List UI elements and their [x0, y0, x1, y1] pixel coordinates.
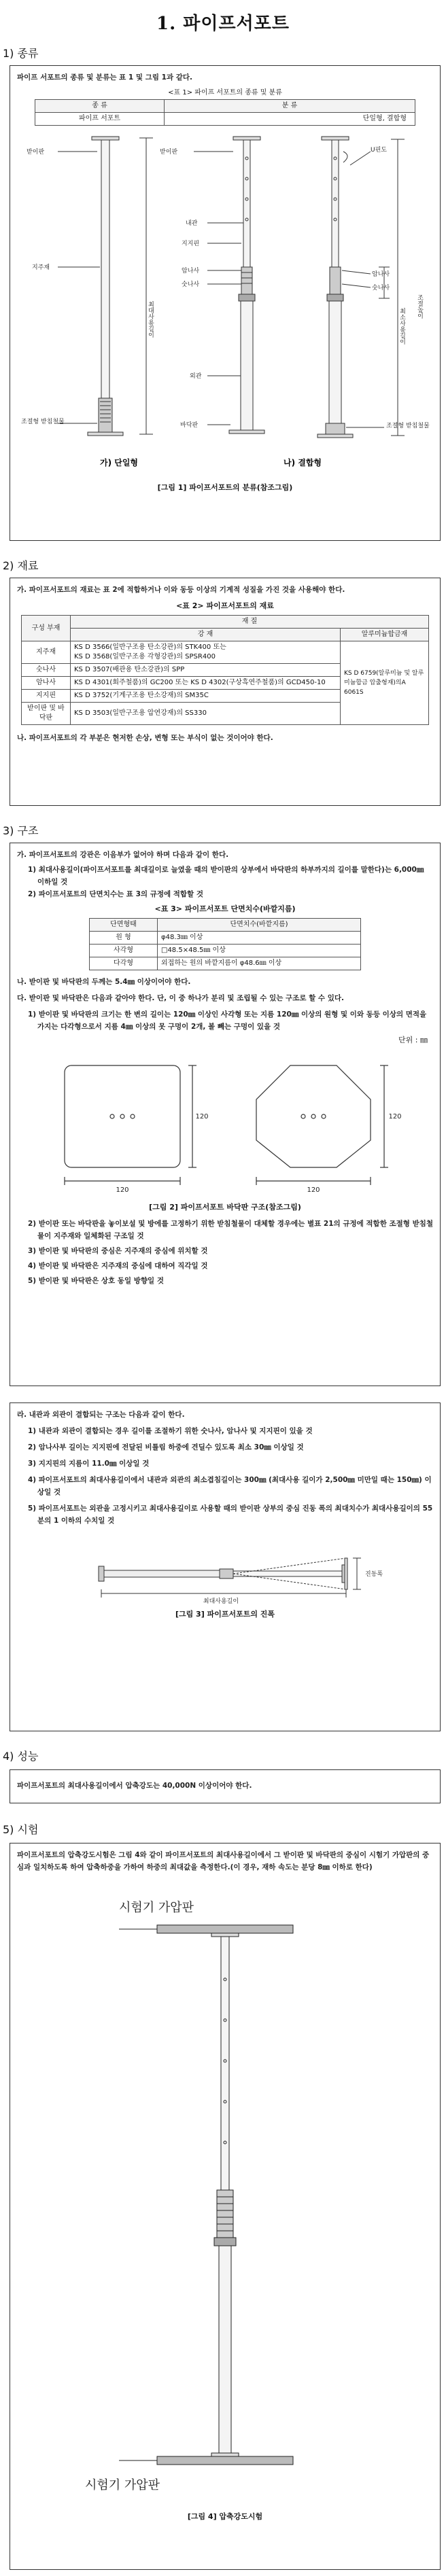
section-1-box [10, 65, 441, 541]
fig1-label: 조절형 받침철물 [21, 419, 65, 425]
page-title: 1. 파이프서포트 [156, 14, 290, 34]
section-3-heading: 3) 구조 [3, 824, 39, 837]
table-1-cell: 단일형, 결합형 [165, 113, 415, 126]
fig1-label: 암나사 [372, 271, 390, 278]
table-2-caption: <표 2> 파이프서포트의 재료 [176, 601, 274, 610]
fig1-label: U핀도 [371, 147, 387, 154]
section-5-box [10, 1843, 441, 2570]
section-4-box [10, 1769, 441, 1803]
section-3-box-b [10, 1402, 441, 1731]
figure-2-caption: [그림 2] 파이프서포트 바닥판 구조(참조그림) [149, 1203, 301, 1212]
table-1-cell: 파이프 서포트 [35, 113, 165, 126]
s3-p-ga: 가. 파이프서포트의 강관은 이음부가 없어야 하며 다음과 같이 한다. [17, 851, 229, 859]
unit-label: 단위 : ㎜ [398, 1036, 428, 1044]
table-2-cell: KS D 6759(알루미늄 및 알루미늄합금 압출형재)의A 6061S [341, 641, 429, 725]
s3-p-da: 다. 받이판 및 바닥판은 다음과 같아야 한다. 단, 이 중 하나가 분리 및 조립될 수 있는 구조로 할 수 있다. [17, 994, 344, 1002]
section-2-box [10, 578, 441, 806]
fig2-dim: 120 [116, 1186, 129, 1194]
fig1-dim: 최대사용길이 [147, 301, 154, 338]
fig2-dim: 120 [195, 1113, 209, 1121]
fig1-label: 암나사 [182, 268, 200, 275]
table-2-cell: KS D 3752(기계구조용 탄소강재)의 SM35C [71, 690, 341, 703]
section-5-heading: 5) 시험 [3, 1823, 39, 1836]
fig4-label-bottom: 시험기 가압판 [85, 2478, 160, 2492]
table-2-header: 알루미늄합금재 [341, 629, 429, 641]
table-2-cell: 숫나사 [22, 664, 71, 677]
figure-1-caption: [그림 1] 파이프서포트의 분류(참조그림) [157, 483, 293, 492]
table-3-cell: 다각형 [90, 957, 158, 970]
table-2-header: 재 질 [71, 616, 429, 629]
table-1 [35, 99, 415, 126]
fig1-label: 조절형 받침철물 [386, 423, 430, 429]
fig1-label: 받이판 [160, 149, 178, 156]
table-3-header: 단면치수(바깥지름) [158, 919, 361, 932]
table-3-cell: 원 형 [90, 932, 158, 945]
s3-p-ra: 라. 내관과 외관이 결합되는 구조는 다음과 같이 한다. [17, 1411, 185, 1419]
table-2-cell: 지주재 [22, 641, 71, 664]
fig1-label: 받이판 [27, 149, 45, 156]
figure-3-caption: [그림 3] 파이프서포트의 진폭 [175, 1610, 275, 1619]
section-3-box-a [10, 843, 441, 1386]
fig1-label: 숫나사 [372, 285, 390, 292]
s1-intro: 파이프 서포트의 종류 및 분류는 표 1 및 그림 1과 같다. [17, 73, 193, 82]
figure-3-drawing [17, 1531, 433, 1606]
s3-p-ga1: 1) 최대사용길이(파이프서포트를 최대길이로 늘였을 때의 받이판의 상부에서 바닥판의 하부까지의 길이를 말한다)는 6,000㎜ 이하일 것 [28, 866, 424, 886]
fig3-label: 진동폭 [365, 1571, 383, 1578]
section-4-heading: 4) 성능 [3, 1750, 39, 1763]
figure-4-caption: [그림 4] 압축강도시험 [187, 2512, 263, 2521]
table-3-caption: <표 3> 파이프서포트 단면치수(바깥지름) [154, 904, 296, 913]
table-3-cell: □48.5×48.5㎜ 이상 [158, 945, 361, 957]
fig1-label: 숫나사 [182, 281, 200, 288]
table-2-cell: KS D 4301(회주철품)의 GC200 또는 KS D 4302(구상흑연주철품)의 GCD450-10 [71, 677, 341, 690]
table-2-cell: 지지핀 [22, 690, 71, 703]
fig1-dim: 최소사용길이 [398, 308, 405, 345]
s3-p-ra4: 4) 파이프서포트의 최대사용길이에서 내관과 외관의 최소겹침길이는 300㎜ (최대사용 길이가 2,500㎜ 미만일 때는 150㎜) 이상일 것 [28, 1476, 432, 1496]
fig1-sub: 가) 단일형 [99, 458, 139, 467]
table-3-cell: 사각형 [90, 945, 158, 957]
s3-p-da2: 2) 받이판 또는 바닥판을 놓이보설 및 방에를 고정하기 위한 받침철물이 대체할 경우에는 별표 21의 규정에 적합한 조절형 받침철물이 지주재와 일체화된 구조일 것 [28, 1220, 434, 1240]
s3-p-da5: 5) 받이판 및 바닥판은 상호 동일 방향일 것 [28, 1277, 164, 1285]
figure-4-drawing [17, 1877, 433, 2509]
figure-1-drawing [17, 131, 433, 491]
fig1-label: 지지핀 [182, 241, 200, 247]
table-2 [21, 615, 429, 725]
fig1-sub: 나) 결합형 [283, 458, 322, 467]
fig2-dim: 120 [388, 1113, 402, 1121]
fig1-label: 내관 [186, 220, 198, 227]
table-2-header: 강 재 [71, 629, 341, 641]
fig1-label: 바닥판 [180, 422, 199, 429]
table-2-cell: 암나사 [22, 677, 71, 690]
fig1-dim: 조절높이 [416, 294, 423, 319]
fig1-label: 지주재 [32, 264, 50, 271]
s3-p-ra3: 3) 지지핀의 지름이 11.0㎜ 이상일 것 [28, 1460, 150, 1468]
table-2-header: 구성 부재 [22, 616, 71, 641]
s3-p-ra2: 2) 암나사부 길이는 지지핀에 전달된 비틀림 하중에 견딜수 있도록 최소 30㎜ 이상일 것 [28, 1443, 304, 1451]
table-3 [89, 918, 361, 970]
figure-2-drawing [17, 1045, 433, 1201]
s3-p-da3: 3) 받이판 및 바닥판의 중심은 지주재의 중심에 위치할 것 [28, 1247, 208, 1255]
s3-p-da4: 4) 받이판 및 바닥판은 지주재의 중심에 대하여 직각일 것 [28, 1262, 208, 1270]
s5-text: 파이프서포트의 압축강도시험은 그림 4와 같이 파이프서포트의 최대사용길이에서 그 받이판 및 바닥판의 중심이 시험기 가압판의 중심과 일치하도록 하여 압축하중을 가하여 하중의 최대값을 측정한다.(이 경우, 재하 속도는 분당 8㎜ 이하로 한다) [17, 1851, 430, 1871]
section-2-heading: 2) 재료 [3, 559, 39, 572]
fig4-label-top: 시험기 가압판 [119, 1901, 194, 1915]
s3-p-ra1: 1) 내관과 외관이 결합되는 경우 길이를 조절하기 위한 숫나사, 암나사 및 지지핀이 있을 것 [28, 1427, 313, 1435]
table-2-cell: KS D 3507(배관용 탄소강관)의 SPP [71, 664, 341, 677]
table-1-caption: <표 1> 파이프 서포트의 종류 및 분류 [168, 89, 282, 96]
table-2-cell: KS D 3566(일반구조용 탄소강관)의 STK400 또는 KS D 3568(일반구조용 각형강관)의 SPSR400 [71, 641, 341, 664]
s3-p-ga2: 2) 파이프서포트의 단면치수는 표 3의 규정에 적합할 것 [28, 890, 204, 898]
fig3-label: 최대사용길이 [203, 1598, 239, 1605]
section-1-heading: 1) 종류 [3, 47, 39, 60]
s4-text: 파이프서포트의 최대사용길이에서 압축강도는 40,000N 이상이어야 한다. [17, 1782, 252, 1790]
fig2-dim: 120 [307, 1186, 320, 1194]
table-2-cell: 받이판 및 바닥판 [22, 703, 71, 725]
table-3-cell: 외접하는 원의 바깥지름이 φ48.6㎜ 이상 [158, 957, 361, 970]
table-3-cell: φ48.3㎜ 이상 [158, 932, 361, 945]
s3-p-ra5: 5) 파이프서포트는 외관을 고정시키고 최대사용길이로 사용할 때의 받이판 상부의 중심 진동 폭의 최대치수가 최대사용길이의 55분의 1 이하의 수치일 것 [28, 1504, 433, 1525]
table-3-header: 단면형태 [90, 919, 158, 932]
table-1-header: 종 류 [35, 100, 165, 113]
s2-note: 나. 파이프서포트의 각 부분은 현저한 손상, 변형 또는 부식이 없는 것이어야 한다. [17, 734, 273, 742]
s2-intro: 가. 파이프서포트의 재료는 표 2에 적합하거나 이와 동등 이상의 기계적 성질을 가진 것을 사용해야 한다. [17, 586, 345, 594]
table-2-cell: KS D 3503(일반구조용 압연강재)의 SS330 [71, 703, 341, 725]
fig1-label: 외관 [190, 373, 202, 380]
s3-p-na: 나. 받이판 및 바닥판의 두께는 5.4㎜ 이상이어야 한다. [17, 978, 191, 986]
s3-p-da1: 1) 받이판 및 바닥판의 크기는 한 변의 길이는 120㎜ 이상인 사각형 또는 지름 120㎜ 이상의 원형 및 이와 동등 이상의 면적을 가지는 다각형으로서 지름 4㎜ 이상의 못 구멍이 2개, 볼 빼는 구멍이 있을 것 [28, 1010, 427, 1031]
table-1-header: 분 류 [165, 100, 415, 113]
